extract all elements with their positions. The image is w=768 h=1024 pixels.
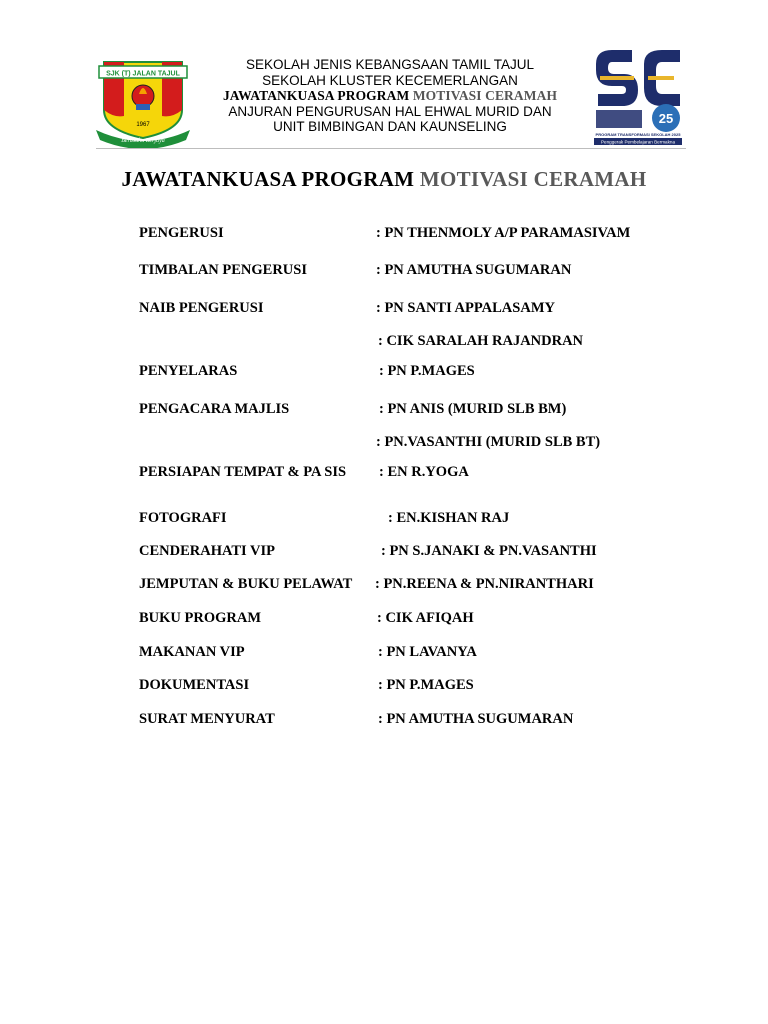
crest-year: 1967 [136,122,150,128]
committee-member: : PN.REENA & PN.NIRANTHARI [375,576,594,592]
crest-banner-text: SJK (T) JALAN TAJUL [106,70,180,78]
committee-role: PENYELARAS [139,363,238,379]
document-title-part2: MOTIVASI CERAMAH [419,167,647,191]
letterhead-title-part2: MOTIVASI CERAMAH [412,88,558,103]
committee-role: BUKU PROGRAM [139,610,262,626]
committee-member: : PN LAVANYA [378,644,477,660]
committee-role: TIMBALAN PENGERUSI [139,262,307,278]
pts-logo-program-text: PROGRAM TRANSFORMASI SEKOLAH 2025 [595,132,681,137]
letterhead-text [188,57,592,135]
committee-role: PERSIAPAN TEMPAT & PA SIS [139,464,347,480]
committee-role: DOKUMENTASI [139,677,250,693]
committee-role: FOTOGRAFI [139,510,227,526]
committee-member: : CIK SARALAH RAJANDRAN [378,333,584,349]
committee-role: PENGERUSI [139,225,224,241]
committee-member: : PN ANIS (MURID SLB BM) [379,401,567,417]
committee-role: PENGACARA MAJLIS [139,401,290,417]
committee-member: : PN SANTI APPALASAMY [376,300,555,316]
school-name: SEKOLAH JENIS KEBANGSAAN TAMIL TAJUL [245,57,535,72]
committee-member: : EN R.YOGA [379,464,469,480]
organizer-line-2: UNIT BIMBINGAN DAN KAUNSELING [273,119,507,134]
letterhead [96,44,686,149]
committee-role: CENDERAHATI VIP [139,543,276,559]
committee-member: : EN.KISHAN RAJ [388,510,510,526]
letterhead-title [188,88,592,104]
committee-member: : PN P.MAGES [379,363,475,379]
school-cluster: SEKOLAH KLUSTER KECEMERLANGAN [262,72,518,88]
organizer-line-1: ANJURAN PENGURUSAN HAL EHWAL MURID DAN [228,103,552,119]
committee-member: : PN AMUTHA SUGUMARAN [378,711,574,727]
pts-logo-slogan: Penggerak Pembelajaran Bermakna [600,139,676,145]
committee-role: NAIB PENGERUSI [139,300,264,316]
pts-logo-number: 25 [658,111,674,126]
crest-motto: Berusaha Berjaya [121,138,165,144]
pts-2025-logo [590,44,686,145]
committee-member: : PN THENMOLY A/P PARAMASIVAM [376,225,631,241]
letterhead-title-part1: JAWATANKUASA PROGRAM [222,88,410,103]
committee-member: : CIK AFIQAH [377,610,474,626]
school-crest-logo [96,56,190,148]
committee-member: : PN AMUTHA SUGUMARAN [376,262,572,278]
document-title [0,167,768,192]
committee-role: SURAT MENYURAT [139,711,275,727]
committee-role: JEMPUTAN & BUKU PELAWAT [139,576,353,592]
document-title-part1: JAWATANKUASA PROGRAM [121,167,415,191]
committee-role: MAKANAN VIP [139,644,245,660]
committee-member: : PN S.JANAKI & PN.VASANTHI [381,543,597,559]
committee-member: : PN P.MAGES [378,677,474,693]
committee-member: : PN.VASANTHI (MURID SLB BT) [376,434,601,450]
